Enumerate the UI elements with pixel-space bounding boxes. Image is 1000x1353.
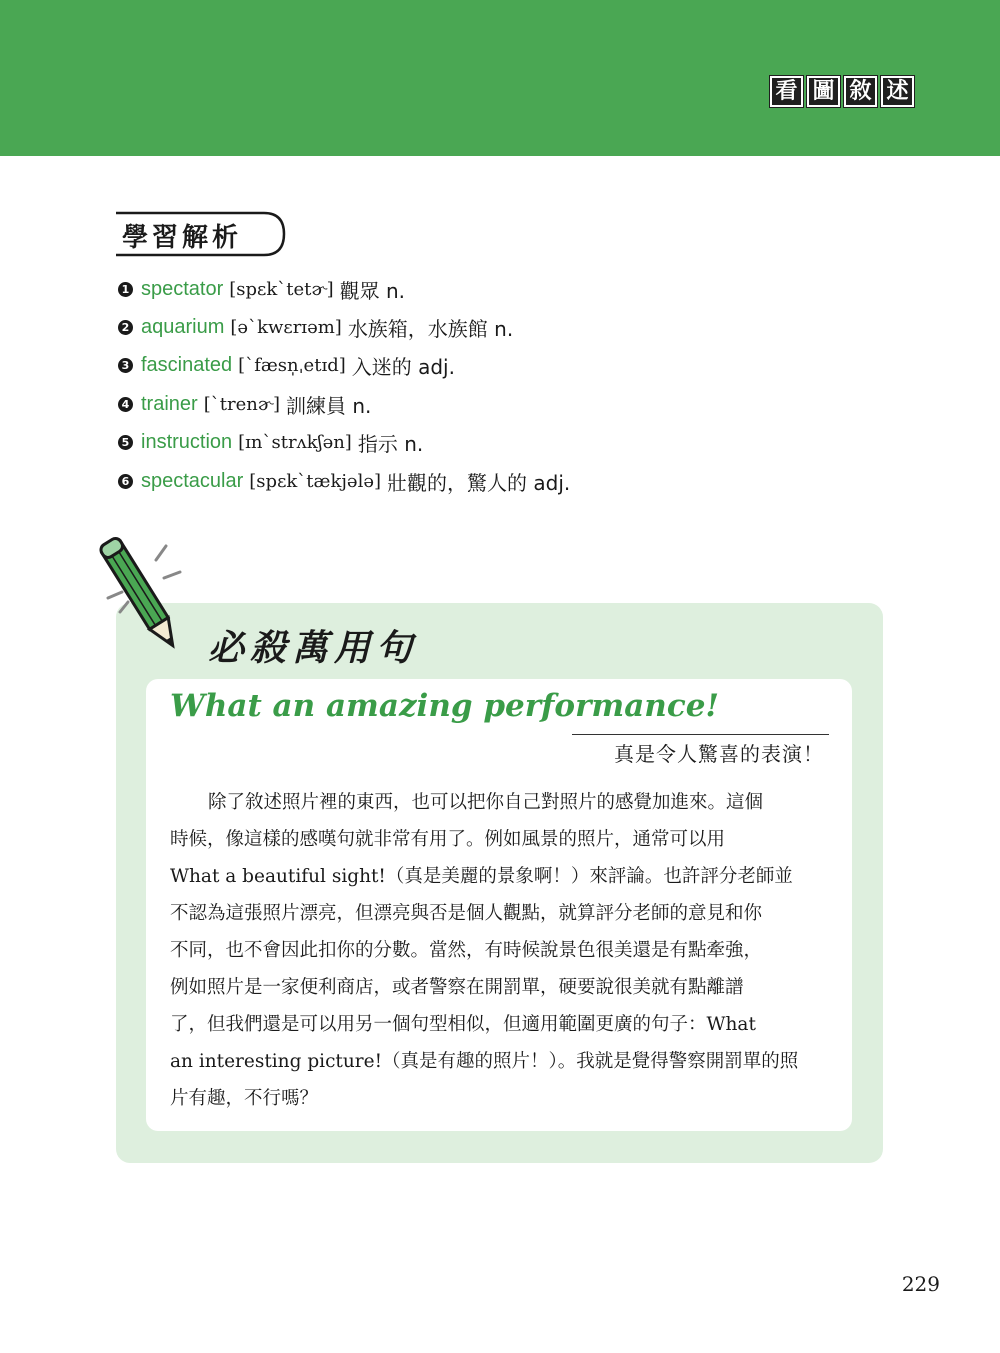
item-number: 6	[118, 474, 133, 489]
chapter-tabs	[770, 76, 914, 107]
item-number: 1	[118, 282, 133, 297]
item-number: 4	[118, 397, 133, 412]
vocab-phonetic: [`fæsn̩ˌetɪd]	[238, 355, 346, 377]
list-item	[118, 424, 570, 462]
paragraph-line: an interesting picture!（真是有趣的照片！）。我就是覺得警察開罰單的照	[170, 1051, 799, 1072]
item-number: 3	[118, 358, 133, 373]
vocab-phonetic: [`trenɚ]	[203, 393, 281, 415]
vocab-meaning: 指示 n.	[357, 432, 424, 457]
chapter-tab: 圖	[807, 76, 840, 107]
killer-sentence-title: 必殺萬用句	[208, 628, 419, 669]
vocab-word: spectacular	[141, 469, 244, 492]
chapter-tab: 看	[770, 76, 803, 107]
paragraph-line: 了，但我們還是可以用另一個句型相似，但適用範圍更廣的句子：What	[170, 1014, 756, 1035]
item-number: 5	[118, 435, 133, 450]
vocab-meaning: 壯觀的，驚人的 adj.	[387, 470, 571, 495]
paragraph-line: 例如照片是一家便利商店，或者警察在開罰單，硬要說很美就有點離譜	[170, 977, 744, 998]
vocab-meaning: 水族箱，水族館 n.	[347, 317, 514, 342]
vocab-word: trainer	[141, 392, 198, 415]
vocab-meaning: 訓練員 n.	[286, 393, 372, 418]
page-number: 229	[901, 1272, 940, 1296]
list-item	[118, 270, 570, 308]
list-item	[118, 385, 570, 423]
paragraph-line: 不認為這張照片漂亮，但漂亮與否是個人觀點，就算評分老師的意見和你	[170, 903, 763, 924]
vocab-list	[118, 270, 570, 500]
list-item	[118, 308, 570, 346]
chapter-tab: 敘	[844, 76, 877, 107]
vocab-word: instruction	[141, 431, 233, 454]
vocab-word: fascinated	[141, 354, 233, 377]
list-item	[118, 462, 570, 500]
paragraph-line: 片有趣，不行嗎？	[170, 1088, 319, 1109]
vocab-phonetic: [ɪn`strʌkʃən]	[238, 432, 352, 454]
explanation-paragraph	[170, 784, 830, 1117]
vocab-phonetic: [spɛk`tetɚ]	[229, 278, 334, 300]
paragraph-line: 時候，像這樣的感嘆句就非常有用了。例如風景的照片，通常可以用	[170, 829, 726, 850]
vocab-word: spectator	[141, 277, 224, 300]
list-item	[118, 347, 570, 385]
paragraph-line: 除了敘述照片裡的東西，也可以把你自己對照片的感覺加進來。這個	[208, 792, 764, 813]
paragraph-line: What a beautiful sight!（真是美麗的景象啊！）來評論。也許評分老師並	[170, 866, 793, 887]
vocab-meaning: 入迷的 adj.	[351, 355, 455, 380]
analysis-heading-text: 學習解析	[122, 223, 243, 253]
paragraph-line: 不同，也不會因此扣你的分數。當然，有時候說景色很美還是有點牽強，	[170, 940, 763, 961]
chapter-tab: 述	[881, 76, 914, 107]
vocab-phonetic: [spɛk`tækjələ]	[249, 470, 382, 492]
vocab-word: aquarium	[141, 316, 225, 339]
sentence-underline	[572, 734, 829, 735]
key-sentence: What an amazing performance!	[170, 688, 720, 724]
key-sentence-translation: 真是令人驚喜的表演！	[614, 742, 824, 766]
analysis-heading	[114, 211, 286, 257]
vocab-phonetic: [ə`kwɛrɪəm]	[230, 317, 342, 339]
vocab-meaning: 觀眾 n.	[339, 278, 405, 303]
item-number: 2	[118, 320, 133, 335]
pencil-icon	[98, 528, 208, 668]
